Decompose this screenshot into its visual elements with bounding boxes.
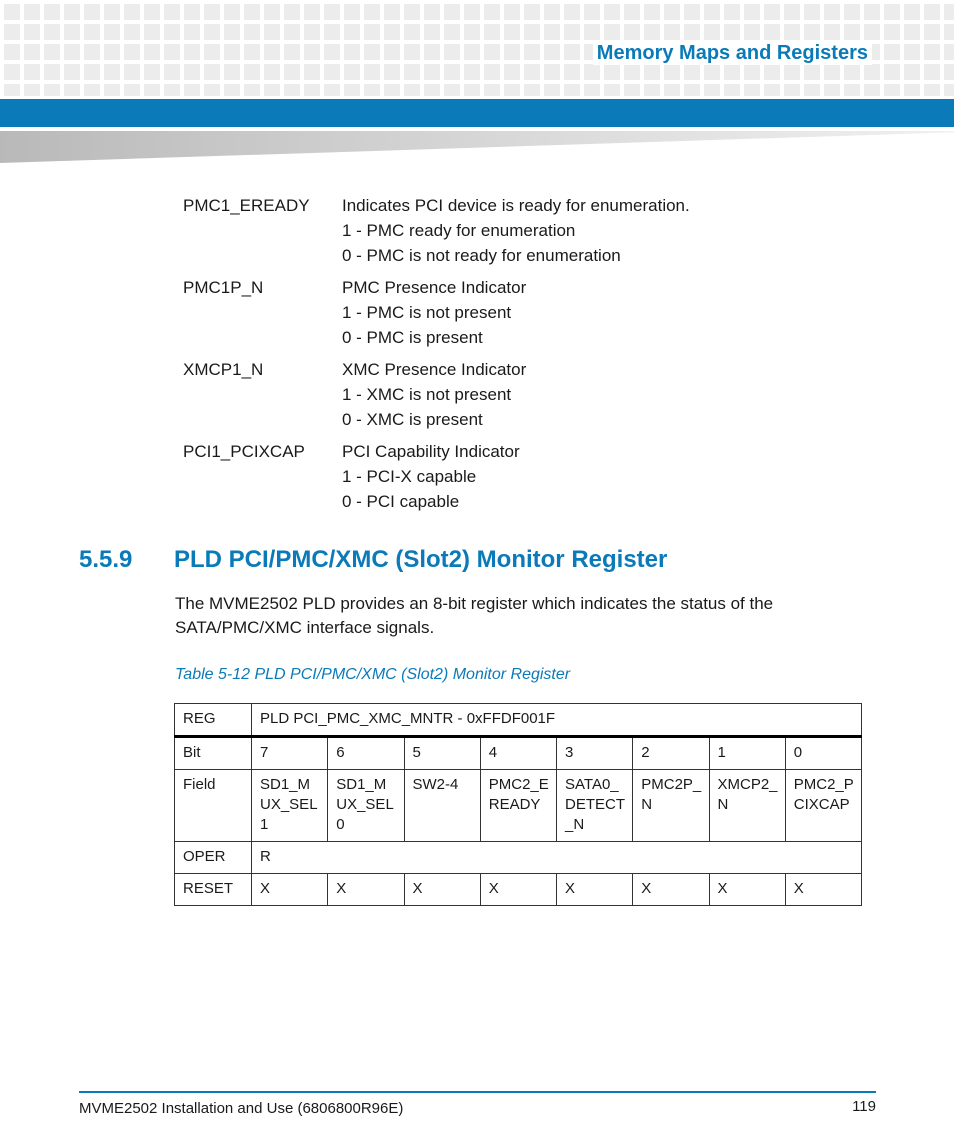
- definition-line: 1 - PCI-X capable: [342, 467, 477, 486]
- section-title: PLD PCI/PMC/XMC (Slot2) Monitor Register: [174, 546, 668, 573]
- header-band: [0, 99, 954, 127]
- reset-cell: X: [557, 874, 633, 906]
- definition-line: PCI Capability Indicator: [342, 442, 520, 461]
- reg-label-cell: REG: [175, 704, 252, 737]
- reset-cell: X: [328, 874, 404, 906]
- bit-cell: 1: [709, 737, 785, 770]
- footer-divider: [79, 1091, 876, 1093]
- definition-term: XMCP1_N: [183, 360, 264, 379]
- definition-line: 1 - XMC is not present: [342, 385, 512, 404]
- signal-definitions: [183, 193, 863, 521]
- definition-line: Indicates PCI device is ready for enumeration.: [342, 196, 690, 215]
- bit-cell: 2: [633, 737, 709, 770]
- definition-item: [183, 193, 863, 268]
- field-cell: SATA0_DETECT_N: [557, 770, 633, 842]
- section-number: 5.5.9: [79, 546, 133, 573]
- definition-term: PMC1_EREADY: [183, 196, 310, 215]
- field-cell: SD1_MUX_SEL0: [328, 770, 404, 842]
- reset-label-cell: RESET: [175, 874, 252, 906]
- table-row: [175, 704, 862, 737]
- oper-label-cell: OPER: [175, 842, 252, 874]
- table-row: [175, 842, 862, 874]
- reg-value-cell: PLD PCI_PMC_XMC_MNTR - 0xFFDF001F: [252, 704, 862, 737]
- bit-cell: 4: [480, 737, 556, 770]
- table-caption: Table 5-12 PLD PCI/PMC/XMC (Slot2) Monitor Register: [175, 666, 571, 683]
- bit-cell: 5: [404, 737, 480, 770]
- field-label-cell: Field: [175, 770, 252, 842]
- bit-cell: 0: [785, 737, 861, 770]
- definition-item: [183, 275, 863, 350]
- chapter-title: Memory Maps and Registers: [593, 42, 872, 65]
- definition-line: 1 - PMC ready for enumeration: [342, 221, 576, 240]
- table-row: [175, 874, 862, 906]
- definition-line: 0 - PMC is present: [342, 328, 483, 347]
- reset-cell: X: [785, 874, 861, 906]
- definition-description: [342, 357, 526, 432]
- footer-document-title: MVME2502 Installation and Use (6806800R96E): [79, 1100, 404, 1117]
- field-cell: PMC2_PCIXCAP: [785, 770, 861, 842]
- oper-value-cell: R: [252, 842, 862, 874]
- definition-line: 1 - PMC is not present: [342, 303, 512, 322]
- reset-cell: X: [404, 874, 480, 906]
- reset-cell: X: [252, 874, 328, 906]
- definition-line: 0 - XMC is present: [342, 410, 483, 429]
- reset-cell: X: [633, 874, 709, 906]
- definition-line: PMC Presence Indicator: [342, 278, 527, 297]
- definition-description: [342, 439, 520, 514]
- section-heading: [79, 546, 667, 574]
- definition-term: PCI1_PCIXCAP: [183, 442, 305, 461]
- register-table: [174, 703, 862, 906]
- definition-description: [342, 275, 526, 350]
- definition-item: [183, 439, 863, 514]
- bit-cell: 6: [328, 737, 404, 770]
- definition-description: [342, 193, 690, 268]
- table-row: [175, 737, 862, 770]
- definition-line: 0 - PCI capable: [342, 492, 460, 511]
- header-wedge: [0, 131, 954, 163]
- definition-line: XMC Presence Indicator: [342, 360, 527, 379]
- bit-cell: 7: [252, 737, 328, 770]
- field-cell: SW2-4: [404, 770, 480, 842]
- page-number: 119: [852, 1098, 876, 1115]
- definition-line: 0 - PMC is not ready for enumeration: [342, 246, 621, 265]
- bit-label-cell: Bit: [175, 737, 252, 770]
- table-row: [175, 770, 862, 842]
- bit-cell: 3: [557, 737, 633, 770]
- reset-cell: X: [480, 874, 556, 906]
- field-cell: SD1_MUX_SEL1: [252, 770, 328, 842]
- field-cell: PMC2P_N: [633, 770, 709, 842]
- field-cell: XMCP2_N: [709, 770, 785, 842]
- intro-paragraph: The MVME2502 PLD provides an 8-bit register which indicates the status of the SATA/PMC/XMC interface signals.: [175, 594, 774, 637]
- reset-cell: X: [709, 874, 785, 906]
- field-cell: PMC2_EREADY: [480, 770, 556, 842]
- definition-item: [183, 357, 863, 432]
- definition-term: PMC1P_N: [183, 278, 264, 297]
